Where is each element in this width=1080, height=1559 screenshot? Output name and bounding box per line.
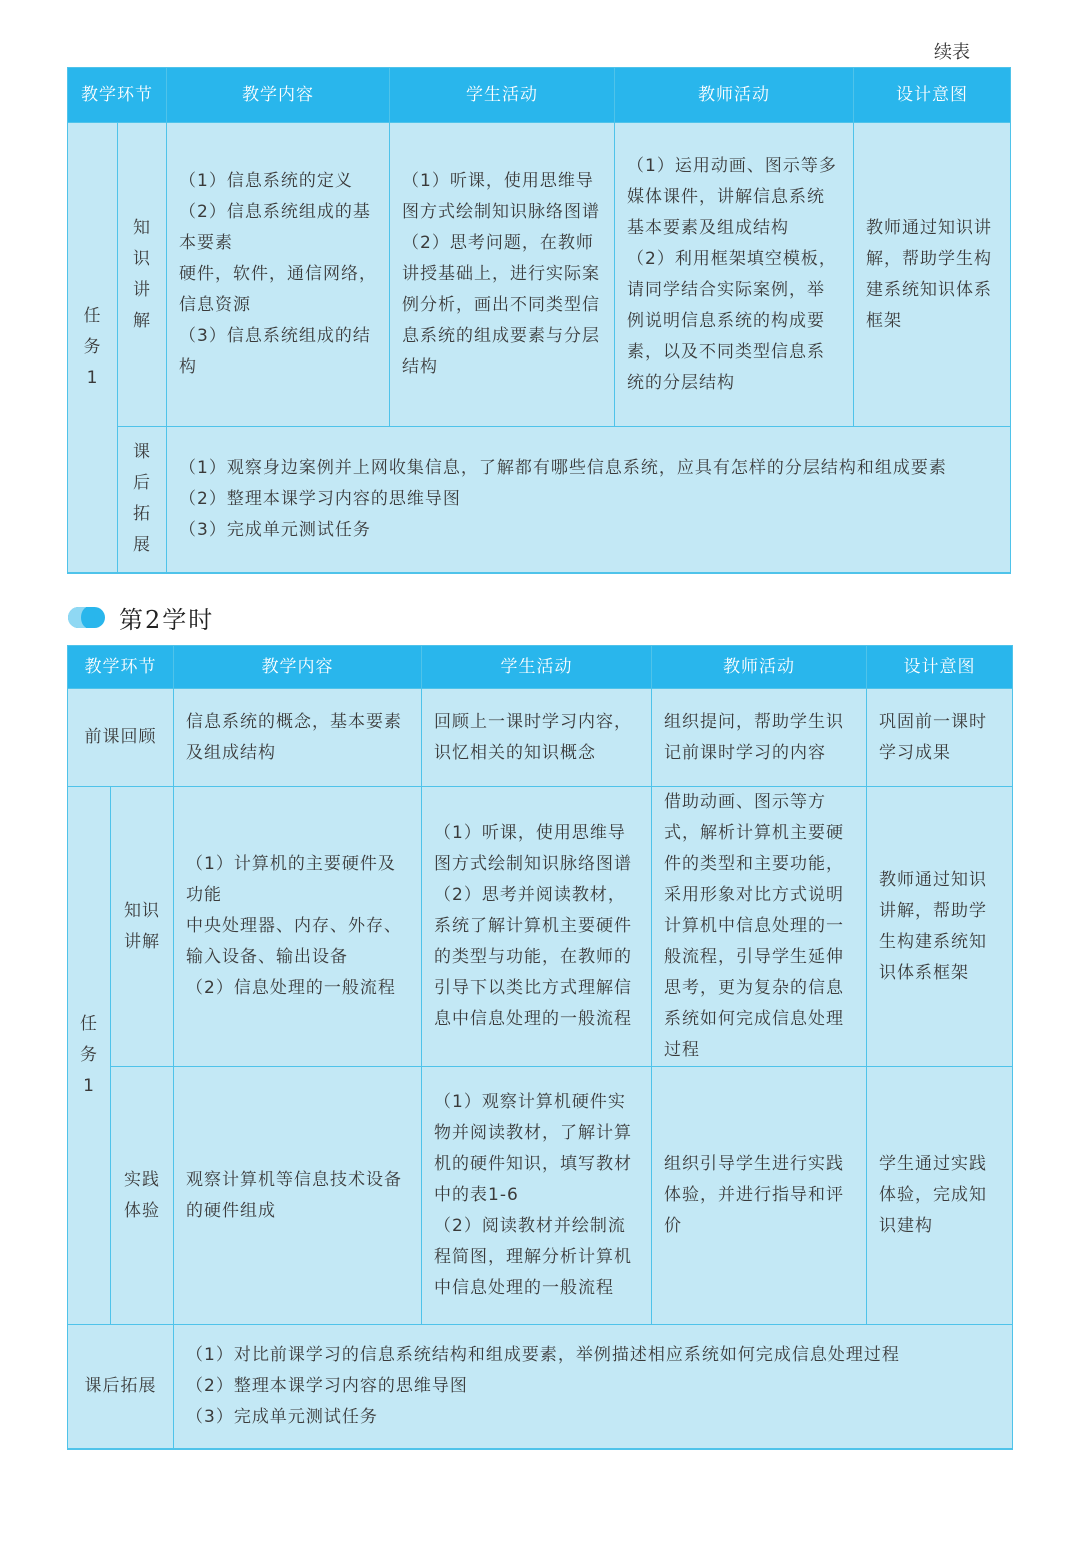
header-content: 教学内容 [174, 646, 422, 689]
header-intent: 设计意图 [854, 68, 1011, 123]
header-student: 学生活动 [422, 646, 652, 689]
header-teacher: 教师活动 [652, 646, 867, 689]
lesson-table-1 [67, 67, 1011, 574]
table-row [68, 123, 1011, 427]
table-row [68, 689, 1013, 787]
student-cell: （1）观察计算机硬件实物并阅读教材，了解计算机的硬件知识，填写教材中的表1-6 （2）阅读教材并绘制流程简图，理解分析计算机中信息处理的一般流程 [422, 1067, 652, 1325]
stage-label: 课后拓展 [68, 1325, 174, 1449]
header-student: 学生活动 [390, 68, 615, 123]
continued-label: 续表 [934, 42, 970, 63]
header-content: 教学内容 [167, 68, 390, 123]
header-stage: 教学环节 [68, 646, 174, 689]
content-cell: 观察计算机等信息技术设备的硬件组成 [174, 1067, 422, 1325]
content-cell: 信息系统的概念，基本要素及组成结构 [174, 689, 422, 787]
task-label: 任务1 [68, 123, 118, 573]
teacher-cell: 组织提问，帮助学生识记前课时学习的内容 [652, 689, 867, 787]
stage-label: 前课回顾 [68, 689, 174, 787]
section-heading [68, 599, 214, 635]
section-title: 第2学时 [119, 605, 215, 634]
table-row [68, 787, 1013, 1067]
header-stage: 教学环节 [68, 68, 167, 123]
intent-cell: 学生通过实践体验，完成知识建构 [867, 1067, 1013, 1325]
table-header-row [68, 646, 1013, 689]
stage-label: 知识讲解 [111, 787, 174, 1067]
section-marker-icon [68, 607, 105, 628]
stage-label: 知识讲解 [118, 123, 167, 427]
table-header-row [68, 68, 1011, 123]
stage-label: 课后拓展 [118, 427, 167, 573]
stage-label: 实践体验 [111, 1067, 174, 1325]
table-row [68, 1325, 1013, 1449]
extension-cell: （1）对比前课学习的信息系统结构和组成要素，举例描述相应系统如何完成信息处理过程 （2）整理本课学习内容的思维导图 （3）完成单元测试任务 [174, 1325, 1013, 1449]
table-row [68, 1067, 1013, 1325]
content-cell: （1）计算机的主要硬件及功能 中央处理器、内存、外存、输入设备、输出设备 （2）信息处理的一般流程 [174, 787, 422, 1067]
teacher-cell: 组织引导学生进行实践体验，并进行指导和评价 [652, 1067, 867, 1325]
student-cell: （1）听课，使用思维导图方式绘制知识脉络图谱 （2）思考问题，在教师讲授基础上，进行实际案例分析，画出不同类型信息系统的组成要素与分层结构 [390, 123, 615, 427]
teacher-cell: （1）运用动画、图示等多媒体课件，讲解信息系统基本要素及组成结构 （2）利用框架填空模板，请同学结合实际案例，举例说明信息系统的构成要素，以及不同类型信息系统的分层结构 [615, 123, 854, 427]
table-row [68, 427, 1011, 573]
content-cell: （1）信息系统的定义 （2）信息系统组成的基本要素 硬件，软件，通信网络，信息资源 （3）信息系统组成的结构 [167, 123, 390, 427]
extension-cell: （1）观察身边案例并上网收集信息，了解都有哪些信息系统，应具有怎样的分层结构和组成要素 （2）整理本课学习内容的思维导图 （3）完成单元测试任务 [167, 427, 1011, 573]
student-cell: 回顾上一课时学习内容，识忆相关的知识概念 [422, 689, 652, 787]
student-cell: （1）听课，使用思维导图方式绘制知识脉络图谱 （2）思考并阅读教材，系统了解计算机主要硬件的类型与功能，在教师的引导下以类比方式理解信息中信息处理的一般流程 [422, 787, 652, 1067]
teacher-cell: 借助动画、图示等方式，解析计算机主要硬件的类型和主要功能，采用形象对比方式说明计算机中信息处理的一般流程，引导学生延伸思考，更为复杂的信息系统如何完成信息处理过程 [652, 787, 867, 1067]
intent-cell: 教师通过知识讲解，帮助学生构建系统知识体系框架 [867, 787, 1013, 1067]
lesson-table-2 [67, 645, 1013, 1450]
header-teacher: 教师活动 [615, 68, 854, 123]
header-intent: 设计意图 [867, 646, 1013, 689]
intent-cell: 巩固前一课时学习成果 [867, 689, 1013, 787]
intent-cell: 教师通过知识讲解，帮助学生构建系统知识体系框架 [854, 123, 1011, 427]
task-label: 任务1 [68, 787, 111, 1325]
